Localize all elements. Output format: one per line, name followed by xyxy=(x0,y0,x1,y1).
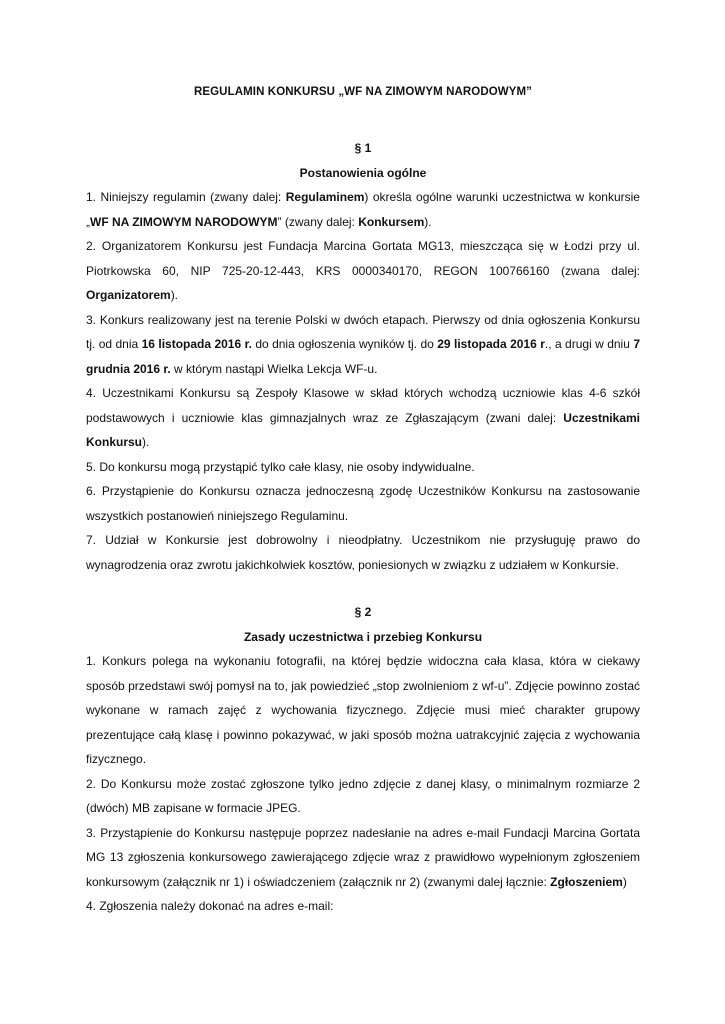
section-1-paragraph-4: 4. Uczestnikami Konkursu są Zespoły Klasowe w skład których wchodzą uczniowie klas 4-6 szkół podstawowych i uczniowie klas gimnazjalnych wraz ze Zgłaszającym (zwani dalej: Uczestnikami Konkursu). xyxy=(86,386,640,449)
section-1-paragraph-3: 3. Konkurs realizowany jest na terenie Polski w dwóch etapach. Pierwszy od dnia ogłoszenia Konkursu tj. od dnia 16 listopada 2016 r. do dnia ogłoszenia wyników tj. do 29 listopada 2016 r., a drugi w dniu 7 grudnia 2016 r. w którym nastąpi Wielka Lekcja WF-u. xyxy=(86,312,640,376)
section-2-paragraph-4: 4. Zgłoszenia należy dokonać na adres e-mail: xyxy=(86,899,334,913)
section-2 xyxy=(86,600,640,919)
document-title: REGULAMIN KONKURSU „WF NA ZIMOWYM NARODOWYM” xyxy=(193,86,533,98)
section-1-paragraph-5: 5. Do konkursu mogą przystąpić tylko całe klasy, nie osoby indywidualne. xyxy=(86,459,475,474)
section-1 xyxy=(86,136,640,577)
section-2-paragraph-1: 1. Konkurs polega na wykonaniu fotografii, na której będzie widoczna cała klasa, która w ciekawy sposób przedstawi swój pomysł na to, jak powiedzieć „stop zwolnieniom z wf-u”. Zdjęcie powinno zostać wykonane w ramach zajęć z wychowania fizycznego. Zdjęcie musi mieć charakter grupowy prezentujące całą klasę i powinno pokazywać, w jaki sposób można uatrakcyjnić zajęcia z wychowania fizycznego. xyxy=(86,654,640,766)
section-1-paragraph-7: 7. Udział w Konkursie jest dobrowolny i nieodpłatny. Uczestnikom nie przysługuję prawo do wynagrodzenia oraz zwrotu jakichkolwiek kosztów, poniesionych w związku z udziałem w Konkursie. xyxy=(86,533,640,572)
section-1-paragraph-2: 2. Organizatorem Konkursu jest Fundacja Marcina Gortata MG13, mieszcząca się w Łodzi przy ul. Piotrkowska 60, NIP 725-20-12-443, KRS 0000340170, REGON 100766160 (zwana dalej: Organizatorem). xyxy=(86,239,640,302)
section-2-paragraph-2: 2. Do Konkursu może zostać zgłoszone tylko jedno zdjęcie z danej klasy, o minimalnym rozmiarze 2 (dwóch) MB zapisane w formacie JPEG. xyxy=(86,776,640,815)
section-1-heading: Postanowienia ogólne xyxy=(299,165,427,180)
section-2-number: § 2 xyxy=(354,605,372,619)
section-1-number: § 1 xyxy=(354,141,372,155)
section-2-paragraph-3: 3. Przystąpienie do Konkursu następuje poprzez nadesłanie na adres e-mail Fundacji Marcina Gortata MG 13 zgłoszenia konkursowego zawierającego zdjęcie wraz z prawidłowo wypełnionym zgłoszeniem konkursowym (załącznik nr 1) i oświadczeniem (załącznik nr 2) (zwanymi dalej łącznie: Zgłoszeniem) xyxy=(86,825,640,889)
section-1-paragraph-1: 1. Niniejszy regulamin (zwany dalej: Regulaminem) określa ogólne warunki uczestnictwa w konkursie „WF NA ZIMOWYM NARODOWYM” (zwany dalej: Konkursem). xyxy=(86,190,640,229)
section-1-paragraph-6: 6. Przystąpienie do Konkursu oznacza jednoczesną zgodę Uczestników Konkursu na zastosowanie wszystkich postanowień niniejszego Regulaminu. xyxy=(86,484,640,523)
section-2-heading: Zasady uczestnictwa i przebieg Konkursu xyxy=(243,629,483,644)
